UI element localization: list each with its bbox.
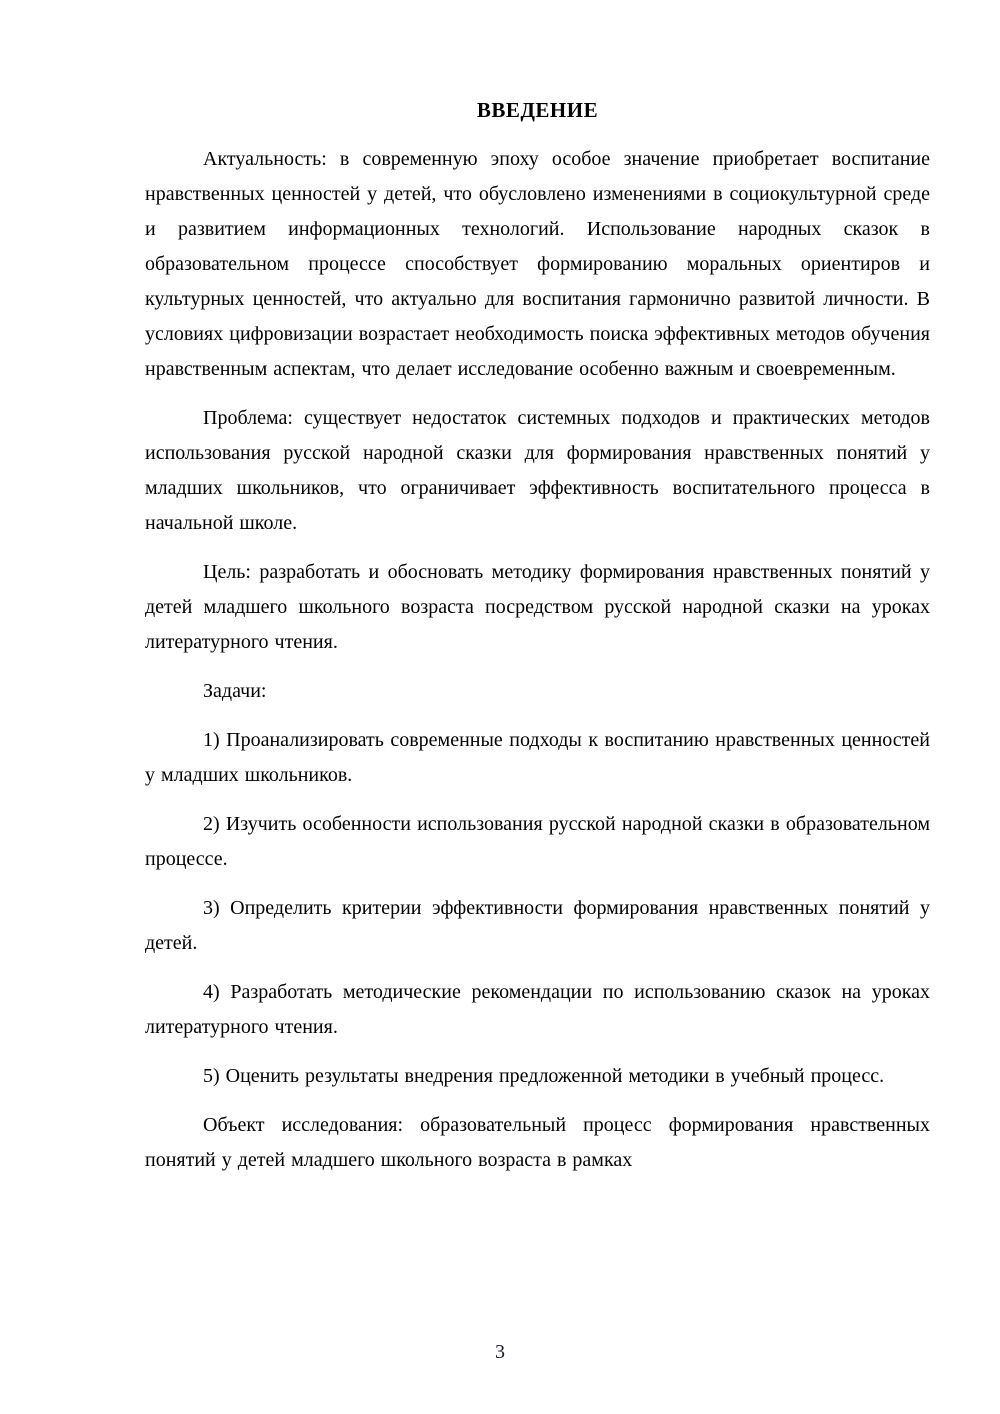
paragraph-problem: Проблема: существует недостаток системных подходов и практических методов использования русской народной сказки для формирования нравственных понятий у младших школьников, что ограничивает эффективность воспитательного процесса в начальной школе. (145, 407, 930, 534)
page-content (145, 93, 930, 1178)
task-item-2: 2) Изучить особенности использования русской народной сказки в образовательном процессе. (145, 813, 930, 870)
paragraph-goal: Цель: разработать и обосновать методику формирования нравственных понятий у детей младшего школьного возраста посредством русской народной сказки на уроках литературного чтения. (145, 561, 930, 653)
page-number: 3 (495, 1341, 505, 1363)
task-item-5: 5) Оценить результаты внедрения предложенной методики в учебный процесс. (203, 1065, 885, 1087)
task-item-3: 3) Определить критерии эффективности формирования нравственных понятий у детей. (145, 897, 930, 954)
task-item-4: 4) Разработать методические рекомендации по использованию сказок на уроках литературного чтения. (145, 981, 930, 1038)
tasks-heading: Задачи: (203, 680, 267, 702)
document-title: ВВЕДЕНИЕ (476, 98, 599, 122)
paragraph-relevance: Актуальность: в современную эпоху особое значение приобретает воспитание нравственных ценностей у детей, что обусловлено изменениями в социокультурной среде и развитием информационных технологий. Использование народных сказок в образовательном процессе способствует формированию моральных ориентиров и культурных ценностей, что актуально для воспитания гармонично развитой личности. В условиях цифровизации возрастает необходимость поиска эффективных методов обучения нравственным аспектам, что делает исследование особенно важным и своевременным. (145, 148, 930, 380)
paragraph-research-object: Объект исследования: образовательный процесс формирования нравственных понятий у детей младшего школьного возраста в рамках (145, 1114, 930, 1171)
task-item-1: 1) Проанализировать современные подходы к воспитанию нравственных ценностей у младших школьников. (145, 729, 930, 786)
